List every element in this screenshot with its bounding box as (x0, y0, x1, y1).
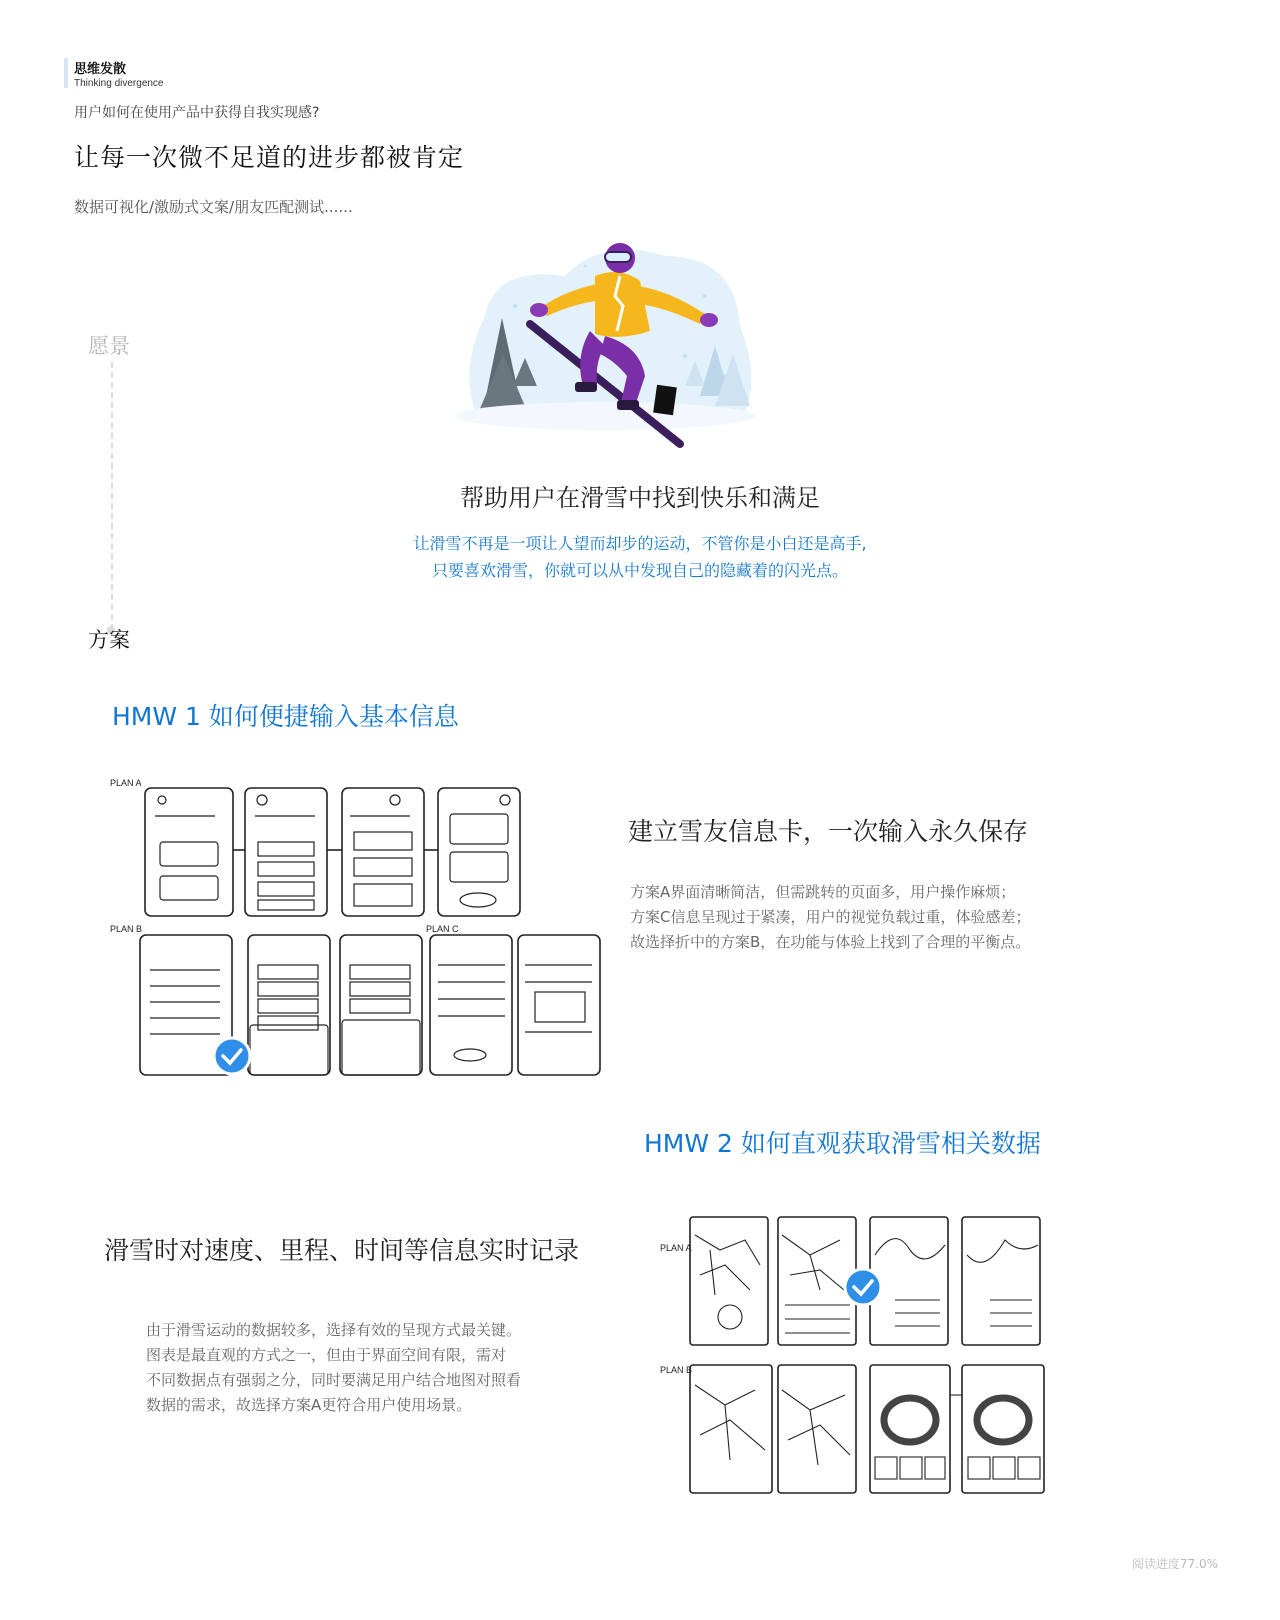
hmw1-card-title: 建立雪友信息卡，一次输入永久保存 (628, 817, 1029, 846)
hmw2-title: HMW 2 如何直观获取滑雪相关数据 (644, 1129, 1041, 1158)
hmw1-plan-c-label: PLAN C (426, 924, 459, 934)
hmw2-selected-check-icon (845, 1269, 881, 1305)
hmw1-line2: 方案C信息呈现过于紧凑，用户的视觉负载过重，体验感差； (630, 908, 1031, 926)
plan-label: 方案 (88, 628, 130, 652)
hmw2-wireframe-sketches (660, 1195, 1065, 1510)
hmw2-line1: 由于滑雪运动的数据较多，选择有效的呈现方式最关键。 (146, 1321, 522, 1339)
hmw1-selected-check-icon (214, 1038, 250, 1074)
hmw2-line3: 不同数据点有强弱之分，同时要满足用户结合地图对照看 (146, 1371, 522, 1389)
hmw1-line3: 故选择折中的方案B，在功能与体验上找到了合理的平衡点。 (630, 933, 1031, 951)
hmw1-line1: 方案A界面清晰简洁，但需跳转的页面多，用户操作麻烦； (630, 883, 1016, 901)
vision-desc-line1: 让滑雪不再是一项让人望而却步的运动，不管你是小白还是高手, (413, 534, 867, 553)
hmw2-card-title: 滑雪时对速度、里程、时间等信息实时记录 (104, 1236, 580, 1265)
hmw2-plan-b-label: PLAN B (660, 1365, 693, 1375)
hmw1-wireframe-sketches (110, 770, 610, 1080)
snowboarder-illustration (455, 236, 765, 456)
section-title: 思维发散 (74, 62, 127, 77)
section-subtitle: Thinking divergence (74, 78, 164, 89)
hmw1-plan-a-label: PLAN A (110, 778, 142, 788)
hmw1-body-text (630, 880, 1130, 955)
hmw1-title: HMW 1 如何便捷输入基本信息 (112, 702, 459, 731)
vision-title: 帮助用户在滑雪中找到快乐和满足 (460, 484, 820, 512)
vision-description (0, 530, 1280, 584)
question-text: 用户如何在使用产品中获得自我实现感? (74, 105, 320, 121)
hmw2-plan-a-label: PLAN A (660, 1243, 692, 1253)
vision-label: 愿景 (88, 334, 130, 358)
hmw2-line4: 数据的需求，故选择方案A更符合用户使用场景。 (146, 1396, 472, 1414)
hmw1-plan-b-label: PLAN B (110, 924, 143, 934)
hmw2-body-text (146, 1318, 606, 1418)
section-accent-bar (64, 58, 68, 88)
reading-progress: 阅读进度77.0% (1131, 1557, 1218, 1571)
keywords-text: 数据可视化/激励式文案/朋友匹配测试...... (74, 198, 353, 216)
vision-desc-line2: 只要喜欢滑雪，你就可以从中发现自己的隐藏着的闪光点。 (431, 561, 848, 580)
hmw2-line2: 图表是最直观的方式之一，但由于界面空间有限，需对 (146, 1346, 507, 1364)
headline: 让每一次微不足道的进步都被肯定 (74, 143, 465, 172)
